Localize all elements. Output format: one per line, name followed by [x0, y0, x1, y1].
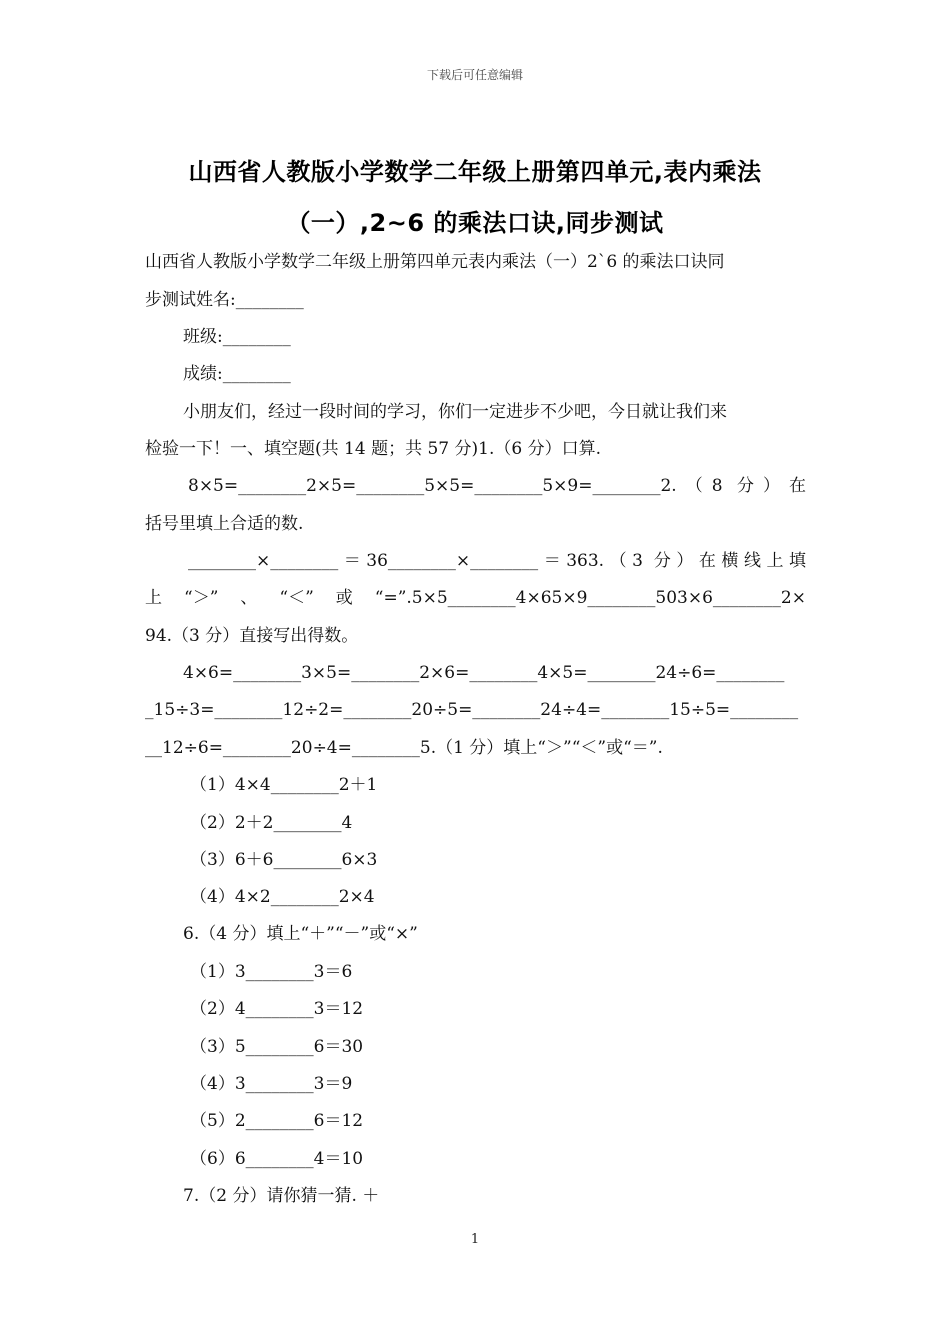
question-5-item-3: （3）6＋6________6×3: [190, 850, 378, 870]
question-6-item-6: （6）6________4＝10: [190, 1149, 364, 1169]
question-4-row-2: _15÷3=________12÷2=________20÷5=________24÷4=________15÷5=________: [145, 700, 799, 720]
question-1-mental-math: 8×5=________2×5=________5×5=________5×9=________2.（8 分）在: [188, 476, 806, 496]
greeting-line: 小朋友们，经过一段时间的学习，你们一定进步不少吧，今日就让我们来: [183, 402, 727, 422]
question-4-row-3-and-q5: __12÷6=________20÷4=________5.（1 分）填上“＞”“＜”或“＝”.: [145, 738, 663, 758]
question-3-compare: 上“＞”、“＜”或“=”.5×5________4×65×9________503×6________2×: [145, 588, 806, 608]
question-4-heading: 94.（3 分）直接写出得数。: [145, 626, 359, 646]
question-2-blanks: ________×________＝36________×________＝363.（3 分）在横线上填: [188, 551, 806, 571]
question-6-item-2: （2）4________3＝12: [190, 999, 364, 1019]
document-title-line-2: （一）,2~6 的乘法口诀,同步测试: [286, 209, 664, 237]
question-4-row-1: 4×6=________3×5=________2×6=________4×5=________24÷6=________: [183, 663, 785, 683]
question-5-item-4: （4）4×2________2×4: [190, 887, 375, 907]
question-6-item-3: （3）5________6＝30: [190, 1037, 364, 1057]
intro-line-2-name-field: 步测试姓名:________: [145, 290, 304, 310]
question-5-item-2: （2）2＋2________4: [190, 813, 353, 833]
download-note: 下载后可任意编辑: [426, 68, 523, 82]
question-6-item-4: （4）3________3＝9: [190, 1074, 353, 1094]
intro-line-1: 山西省人教版小学数学二年级上册第四单元表内乘法（一）2`6 的乘法口诀同: [145, 252, 725, 272]
class-field: 班级:________: [183, 327, 291, 347]
section-one-heading: 检验一下！一、填空题(共 14 题；共 57 分)1.（6 分）口算.: [145, 439, 601, 459]
question-7-heading: 7.（2 分）请你猜一猜. ＋: [183, 1186, 380, 1206]
page-number: 1: [470, 1232, 480, 1247]
question-6-item-1: （1）3________3＝6: [190, 962, 353, 982]
score-field: 成绩:________: [183, 364, 291, 384]
question-6-item-5: （5）2________6＝12: [190, 1111, 364, 1131]
question-6-heading: 6.（4 分）填上“＋”“－”或“×”: [183, 924, 418, 944]
question-5-item-1: （1）4×4________2＋1: [190, 775, 378, 795]
document-title-line-1: 山西省人教版小学数学二年级上册第四单元,表内乘法: [188, 158, 762, 186]
question-2-instruction: 括号里填上合适的数.: [145, 514, 304, 534]
